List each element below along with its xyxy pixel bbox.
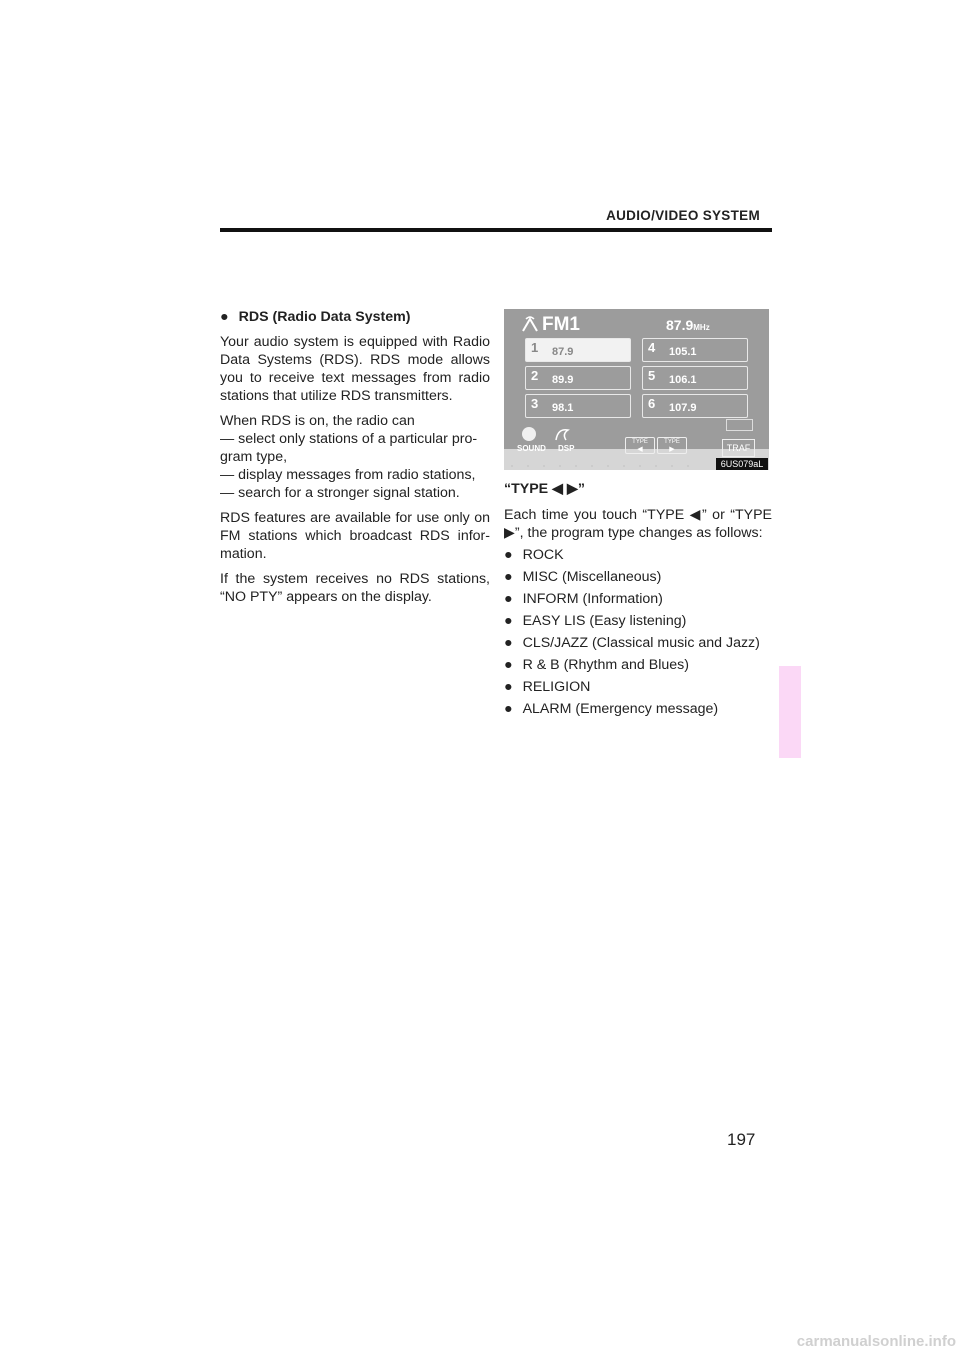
preset-frequency: 87.9	[552, 346, 574, 358]
preset-frequency: 106.1	[669, 374, 697, 386]
blank-button[interactable]	[726, 419, 753, 431]
type-prev-label: TYPE	[632, 439, 648, 445]
frequency-value: 87.9	[666, 317, 694, 333]
list-item	[504, 590, 772, 608]
bullet-icon: ●	[504, 591, 513, 607]
preset-frequency: 107.9	[669, 402, 697, 414]
type-section-title: “TYPE ◀ ▶”	[504, 481, 585, 497]
preset-number: 3	[531, 396, 539, 411]
type-prev-button[interactable]	[625, 437, 655, 454]
frequency-display	[666, 317, 710, 333]
preset-frequency: 105.1	[669, 346, 697, 358]
antenna-icon	[521, 315, 539, 333]
preset-number: 2	[531, 368, 539, 383]
preset-number: 5	[648, 368, 656, 383]
preset-number: 4	[648, 340, 656, 355]
list-item-text: MISC (Miscellaneous)	[522, 569, 662, 585]
bullet-icon: ●	[220, 309, 229, 325]
list-item	[504, 700, 772, 718]
left-column	[220, 308, 490, 613]
bullet-icon: ●	[504, 657, 513, 673]
radio-screen-illustration	[504, 309, 769, 470]
preset-frequency: 98.1	[552, 402, 574, 414]
watermark: carmanualsonline.info	[796, 1333, 956, 1350]
paragraph-availability: RDS features are available for use only on FM stations which broadcast RDS infor- mation.	[220, 510, 490, 562]
preset-button-1[interactable]	[525, 338, 631, 362]
preset-number: 1	[531, 340, 539, 355]
capability-line: gram type,	[220, 449, 288, 465]
list-item-text: CLS/JAZZ (Classical music and Jazz)	[522, 635, 760, 651]
frequency-unit: MHz	[693, 323, 710, 332]
dsp-label: DSP	[558, 444, 575, 453]
sound-icon[interactable]	[522, 427, 536, 441]
bullet-icon: ●	[504, 679, 513, 695]
list-item	[504, 678, 772, 696]
capability-line: — select only stations of a particular pro-	[220, 431, 478, 447]
preset-button-5[interactable]	[642, 366, 748, 390]
capability-line: — display messages from radio stations,	[220, 467, 476, 483]
bullet-icon: ●	[504, 613, 513, 629]
right-column	[504, 480, 772, 722]
list-item	[504, 546, 772, 564]
band-label: FM1	[542, 314, 580, 335]
dsp-icon[interactable]	[554, 426, 570, 442]
program-type-list	[504, 546, 772, 718]
sound-label: SOUND	[517, 444, 546, 453]
capability-line: When RDS is on, the radio can	[220, 413, 415, 429]
section-tab-marker	[779, 666, 801, 758]
triangle-right-icon: ▶	[669, 446, 675, 453]
preset-frequency: 89.9	[552, 374, 574, 386]
list-item-text: ALARM (Emergency message)	[522, 701, 719, 717]
paragraph-capabilities	[220, 412, 490, 502]
list-item-text: R & B (Rhythm and Blues)	[522, 657, 689, 673]
traf-button[interactable]: TRAF	[722, 439, 755, 457]
image-code-label: 6US079aL	[716, 458, 768, 470]
bullet-icon: ●	[504, 569, 513, 585]
list-item	[504, 656, 772, 674]
list-item	[504, 612, 772, 630]
list-item-text: INFORM (Information)	[522, 591, 663, 607]
preset-number: 6	[648, 396, 656, 411]
type-section-intro: Each time you touch “TYPE ◀” or “TYPE ▶”, the program type changes as follows:	[504, 507, 772, 541]
preset-button-4[interactable]	[642, 338, 748, 362]
screen-dot-strip	[504, 462, 704, 470]
paragraph-no-pty: If the system receives no RDS stations, “NO PTY” appears on the display.	[220, 571, 490, 605]
bullet-icon: ●	[504, 547, 513, 563]
header-title: AUDIO/VIDEO SYSTEM	[606, 208, 760, 223]
list-item	[504, 568, 772, 586]
type-next-label: TYPE	[664, 439, 680, 445]
page-number: 197	[727, 1130, 756, 1149]
list-item-text: RELIGION	[522, 679, 591, 695]
list-item-text: EASY LIS (Easy listening)	[522, 613, 687, 629]
preset-button-3[interactable]	[525, 394, 631, 418]
list-item-text: ROCK	[522, 547, 564, 563]
preset-button-6[interactable]	[642, 394, 748, 418]
section-heading-text: RDS (Radio Data System)	[238, 309, 411, 325]
preset-button-2[interactable]	[525, 366, 631, 390]
capability-line: — search for a stronger signal station.	[220, 485, 460, 501]
triangle-left-icon: ◀	[637, 446, 643, 453]
header-rule	[220, 228, 772, 232]
type-next-button[interactable]	[657, 437, 687, 454]
list-item	[504, 634, 772, 652]
bullet-icon: ●	[504, 701, 513, 717]
bullet-icon: ●	[504, 635, 513, 651]
paragraph-intro: Your audio system is equipped with Radio Data Systems (RDS). RDS mode allows you to receive text messages from radio stations that utilize RDS transmitters.	[220, 334, 490, 404]
section-heading	[220, 308, 490, 326]
